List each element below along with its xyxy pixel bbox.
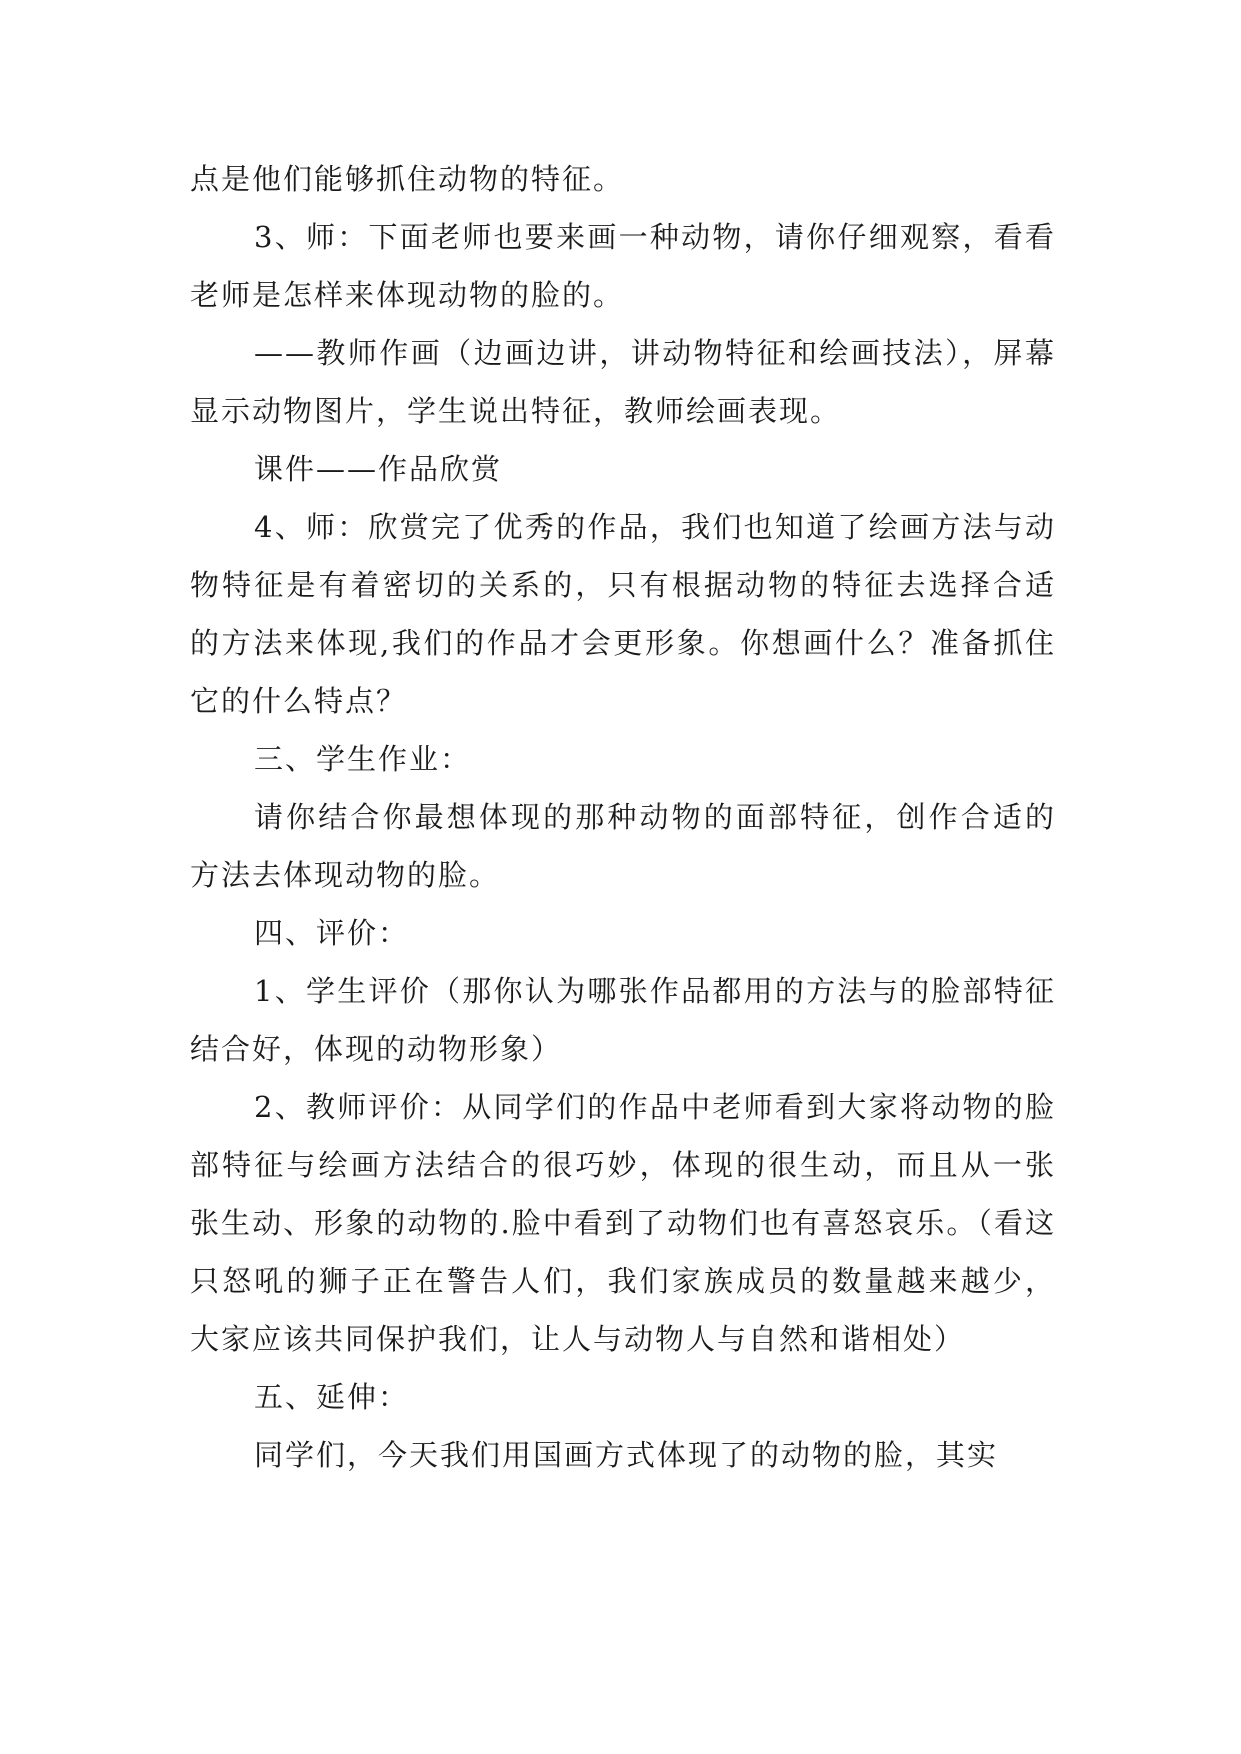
document-body (190, 150, 1056, 1484)
paragraph-courseware: 课件——作品欣赏 (254, 452, 503, 486)
section-heading-homework: 三、学生作业： (254, 742, 472, 776)
paragraph-step-3: 3、师：下面老师也要来画一种动物，请你仔细观察，看看老师是怎样来体现动物的脸的。 (190, 220, 1056, 312)
paragraph-student-evaluation: 1、学生评价（那你认为哪张作品都用的方法与的脸部特征结合好，体现的动物形象） (190, 974, 1056, 1066)
paragraph-homework: 请你结合你最想体现的那种动物的面部特征，创作合适的方法去体现动物的脸。 (190, 800, 1056, 892)
paragraph-continuation: 点是他们能够抓住动物的特征。 (190, 162, 625, 196)
paragraph-step-4: 4、师：欣赏完了优秀的作品，我们也知道了绘画方法与动物特征是有着密切的关系的，只有根据动物的特征去选择合适的方法来体现,我们的作品才会更形象。你想画什么？准备抓住它的什么特点？ (190, 510, 1056, 718)
section-heading-extension: 五、延伸： (254, 1380, 410, 1414)
paragraph-teacher-evaluation: 2、教师评价：从同学们的作品中老师看到大家将动物的脸部特征与绘画方法结合的很巧妙，体现的很生动，而且从一张张生动、形象的动物的.脸中看到了动物们也有喜怒哀乐。（看这只怒吼的狮子正在警告人们，我们家族成员的数量越来越少，大家应该共同保护我们，让人与动物人与自然和谐相处） (190, 1090, 1056, 1356)
paragraph-teacher-demo: ——教师作画（边画边讲，讲动物特征和绘画技法），屏幕显示动物图片，学生说出特征，教师绘画表现。 (190, 336, 1056, 428)
section-heading-evaluation: 四、评价： (254, 916, 410, 950)
paragraph-extension: 同学们，今天我们用国画方式体现了的动物的脸，其实 (254, 1438, 999, 1472)
